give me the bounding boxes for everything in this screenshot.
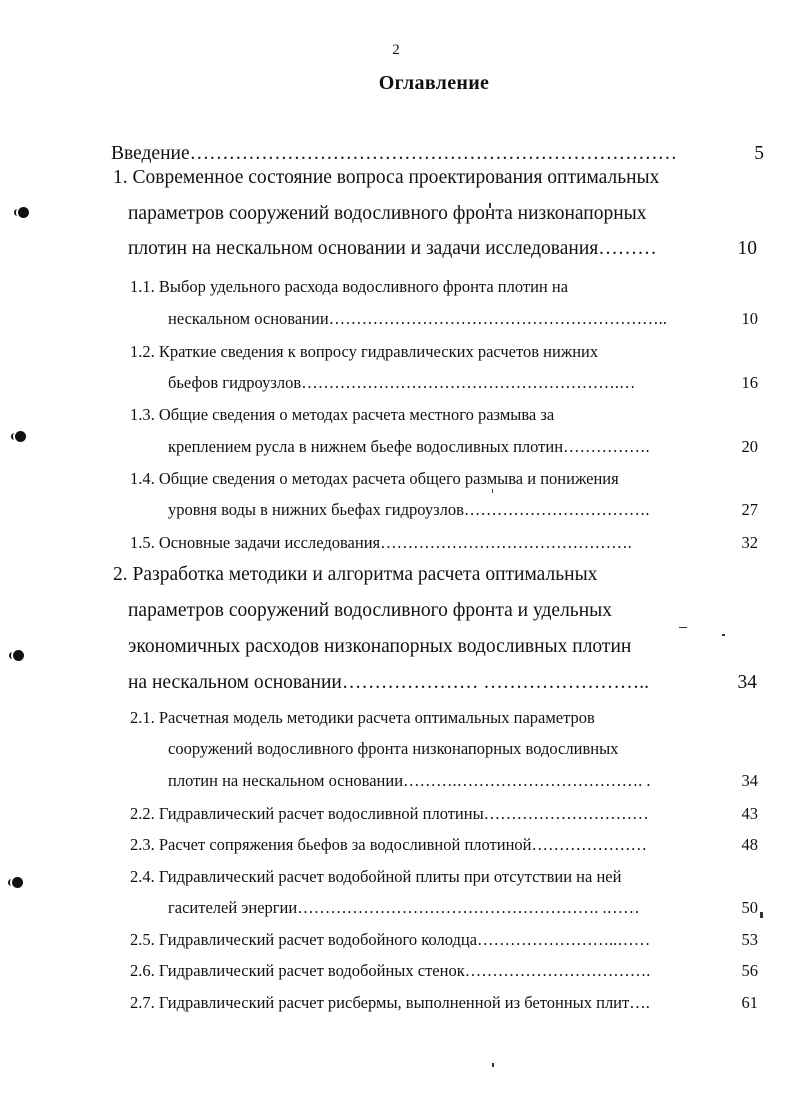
toc-line: 2.5. Гидравлический расчет водобойного колодца……………………..…… [130, 930, 651, 949]
toc-page-number: 43 [741, 804, 758, 823]
scan-speck [492, 1063, 494, 1067]
toc-page-number: 34 [737, 672, 757, 693]
toc-line: 1.4. Общие сведения о методах расчета общего размыва и понижения [130, 469, 619, 488]
scan-speck [679, 627, 687, 628]
toc-page-number: 61 [741, 993, 758, 1012]
toc-line: 1.1. Выбор удельного расхода водосливного фронта плотин на [130, 277, 569, 296]
toc-line: 2. Разработка методики и алгоритма расчета оптимальных [113, 564, 598, 585]
punch-hole-mark [13, 650, 24, 661]
toc-line: 1.3. Общие сведения о методах расчета местного размыва за [130, 405, 555, 424]
page-title: Оглавление [378, 72, 490, 94]
toc-line: на нескальном основании………………… …………………….. [128, 672, 649, 693]
toc-page-number: 16 [741, 373, 758, 392]
punch-hole-mark [15, 431, 26, 442]
toc-page-number: 10 [737, 238, 757, 259]
page-number: 2 [392, 42, 400, 58]
scan-speck [760, 912, 763, 918]
toc-line: 2.1. Расчетная модель методики расчета оптимальных параметров [130, 708, 595, 727]
toc-page-number: 50 [741, 898, 758, 917]
punch-hole-mark [18, 207, 29, 218]
toc-line: креплением русла в нижнем бьефе водосливных плотин……………. [168, 437, 650, 456]
toc-line: Введение………………………………………………………………… [111, 143, 678, 164]
toc-line: нескальном основании…………………………………………………….. [168, 309, 667, 328]
toc-line: 1.5. Основные задачи исследования………………………………………. [130, 533, 632, 552]
toc-page-number: 32 [741, 533, 758, 552]
toc-page-number: 56 [741, 961, 758, 980]
toc-line: плотин на нескальном основании……….……………………………. . [168, 771, 651, 790]
toc-line: уровня воды в нижних бьефах гидроузлов……………………………. [168, 500, 650, 519]
toc-page-number: 48 [741, 835, 758, 854]
toc-line: экономичных расходов низконапорных водосливных плотин [128, 636, 632, 657]
toc-line: гасителей энергии………………………………………………. .…… [168, 898, 640, 917]
toc-page-number: 10 [741, 309, 758, 328]
toc-line: параметров сооружений водосливного фронта и удельных [128, 600, 612, 621]
toc-line: 2.7. Гидравлический расчет рисбермы, выполненной из бетонных плит…. [130, 993, 650, 1012]
toc-page-number: 53 [741, 930, 758, 949]
scan-speck [492, 489, 493, 493]
punch-hole-mark [12, 877, 23, 888]
toc-line: 2.2. Гидравлический расчет водосливной плотины………………………… [130, 804, 649, 823]
toc-page-number: 20 [741, 437, 758, 456]
toc-page-number: 34 [741, 771, 758, 790]
toc-line: 1. Современное состояние вопроса проектирования оптимальных [113, 167, 660, 188]
toc-line: параметров сооружений водосливного фронта низконапорных [128, 203, 647, 224]
toc-line: бьефов гидроузлов………………………………………………….… [168, 373, 636, 392]
toc-line: сооружений водосливного фронта низконапорных водосливных [168, 739, 619, 758]
toc-line: 2.3. Расчет сопряжения бьефов за водосливной плотиной………………… [130, 835, 647, 854]
toc-line: 2.4. Гидравлический расчет водобойной плиты при отсутствии на ней [130, 867, 622, 886]
toc-page-number: 27 [741, 500, 758, 519]
toc-line: 1.2. Краткие сведения к вопросу гидравлических расчетов нижних [130, 342, 599, 361]
toc-line: плотин на нескальном основании и задачи исследования……… [128, 238, 657, 259]
toc-page-number: 5 [754, 143, 764, 164]
toc-line: 2.6. Гидравлический расчет водобойных стенок……………………………. [130, 961, 651, 980]
scan-speck [722, 634, 725, 636]
